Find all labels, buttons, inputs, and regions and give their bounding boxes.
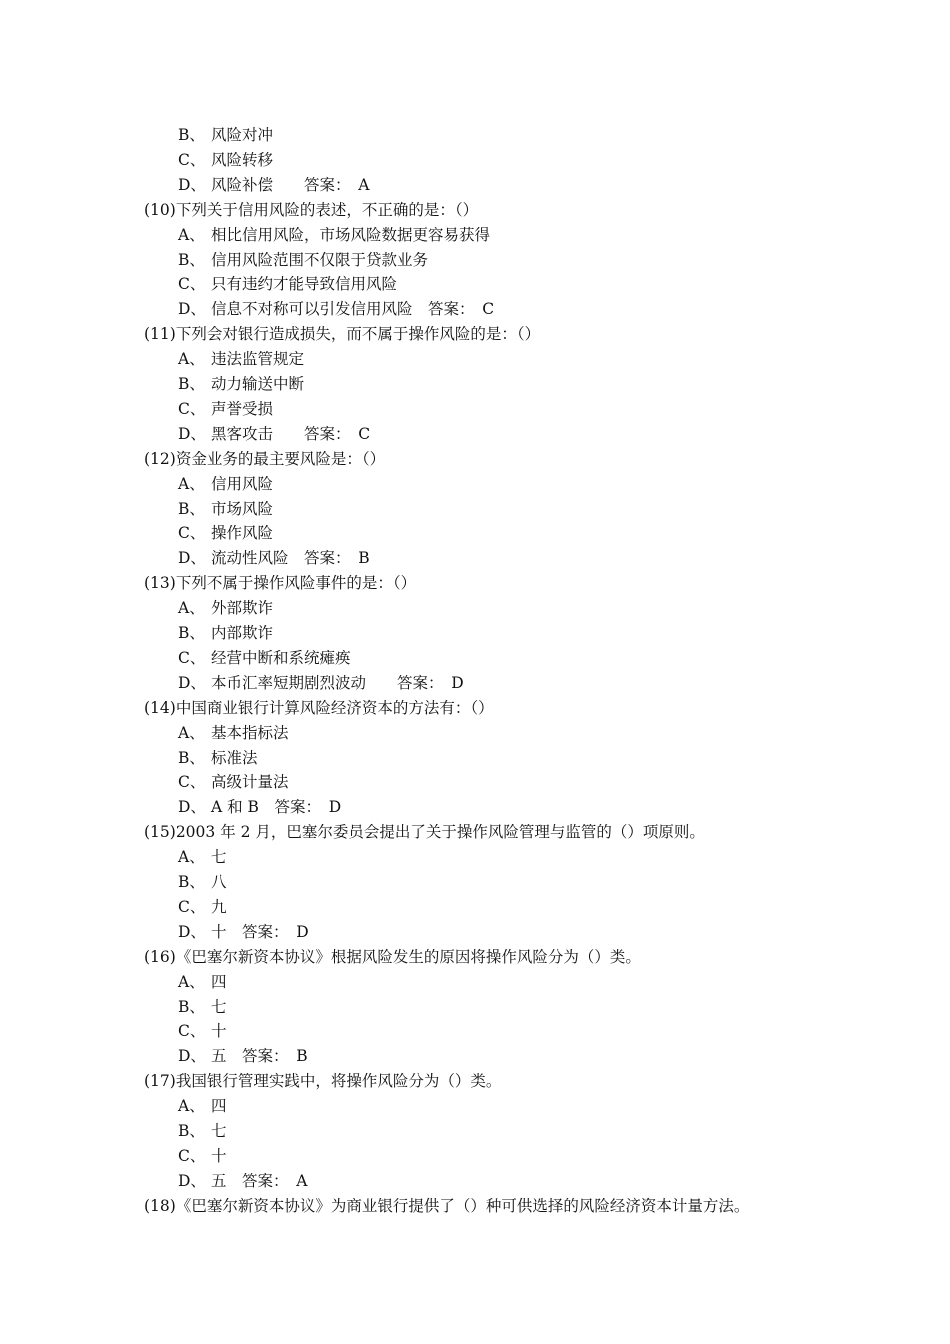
answer-option: [178, 272, 397, 297]
option-letter: D、: [178, 922, 206, 941]
option-text: 七: [211, 848, 227, 867]
option-letter: D、: [178, 1171, 206, 1190]
option-text: 十: [211, 1146, 227, 1165]
option-text: 风险补偿 答案： A: [211, 175, 370, 194]
answer-option: [178, 521, 273, 546]
option-text: 九: [211, 897, 227, 916]
option-letter: D、: [178, 798, 206, 817]
option-text: 黑客攻击 答案： C: [211, 424, 371, 443]
option-text: 只有违约才能导致信用风险: [211, 275, 398, 294]
option-text: 七: [211, 997, 227, 1016]
answer-option: [178, 995, 227, 1020]
option-letter: A、: [178, 350, 205, 369]
answer-option: [178, 1169, 307, 1194]
answer-option: [178, 148, 273, 173]
answer-option: [178, 596, 273, 621]
option-letter: D、: [178, 300, 206, 319]
option-letter: B、: [178, 499, 205, 518]
option-text: 信息不对称可以引发信用风险 答案： C: [211, 300, 495, 319]
option-letter: B、: [178, 126, 205, 144]
question-text: (15)2003 年 2 月，巴塞尔委员会提出了关于操作风险管理与监管的（）项原则。: [144, 823, 705, 842]
option-text: 风险转移: [211, 150, 274, 169]
option-text: 十 答案： D: [211, 922, 309, 941]
option-letter: C、: [178, 1022, 206, 1041]
answer-option: [178, 920, 309, 945]
option-letter: C、: [178, 524, 206, 543]
option-text: 四: [211, 972, 227, 991]
option-letter: C、: [178, 1146, 206, 1165]
option-text: 经营中断和系统瘫痪: [211, 648, 351, 667]
answer-option: [178, 223, 490, 248]
answer-option: [178, 1094, 227, 1119]
option-letter: A、: [178, 972, 205, 991]
option-text: 内部欺诈: [211, 624, 274, 642]
option-letter: B、: [178, 873, 205, 891]
option-text: 五 答案： B: [211, 1047, 308, 1066]
option-text: 本币汇率短期剧烈波动 答案： D: [211, 673, 464, 692]
option-text: 外部欺诈: [211, 599, 274, 618]
option-letter: D、: [178, 673, 206, 692]
question-text: (10)下列关于信用风险的表述，不正确的是：（）: [144, 200, 479, 219]
answer-option: [178, 173, 369, 198]
option-text: 十: [211, 1022, 227, 1041]
option-letter: D、: [178, 424, 206, 443]
answer-option: [178, 671, 464, 696]
answer-option: [178, 546, 370, 571]
question-text: (11)下列会对银行造成损失，而不属于操作风险的是：（）: [144, 325, 541, 344]
option-letter: D、: [178, 175, 206, 194]
answer-option: [178, 721, 289, 746]
option-text: 五 答案： A: [211, 1171, 308, 1190]
option-letter: A、: [178, 723, 205, 742]
answer-option: [178, 895, 227, 920]
question-text: (14)中国商业银行计算风险经济资本的方法有：（）: [144, 698, 494, 717]
option-text: A 和 B 答案： D: [211, 798, 342, 817]
option-text: 市场风险: [211, 499, 274, 518]
question-text: (12)资金业务的最主要风险是：（）: [144, 449, 386, 468]
option-text: 标准法: [211, 748, 258, 767]
option-text: 基本指标法: [211, 723, 289, 742]
question-text: (13)下列不属于操作风险事件的是：（）: [144, 574, 417, 593]
option-text: 动力输送中断: [211, 375, 305, 393]
option-letter: D、: [178, 549, 206, 568]
option-letter: A、: [178, 599, 205, 618]
option-letter: C、: [178, 150, 206, 169]
answer-option: [178, 746, 258, 771]
answer-option: [178, 472, 273, 497]
answer-option: [178, 1019, 227, 1044]
option-letter: B、: [178, 250, 205, 269]
question-text: (17)我国银行管理实践中，将操作风险分为（）类。: [144, 1072, 502, 1091]
answer-option: [178, 1119, 227, 1144]
answer-option: [178, 970, 227, 995]
question-text: (16)《巴塞尔新资本协议》根据风险发生的原因将操作风险分为（）类。: [144, 947, 641, 966]
answer-option: [178, 795, 341, 820]
option-letter: A、: [178, 848, 205, 867]
option-text: 高级计量法: [211, 773, 289, 792]
option-text: 七: [211, 1122, 227, 1140]
option-letter: B、: [178, 375, 205, 393]
answer-option: [178, 1044, 308, 1069]
option-text: 相比信用风险，市场风险数据更容易获得: [211, 225, 491, 244]
answer-option: [178, 870, 227, 895]
question-text: (18)《巴塞尔新资本协议》为商业银行提供了（）种可供选择的风险经济资本计量方法。: [144, 1196, 750, 1215]
option-text: 风险对冲: [211, 126, 274, 144]
option-letter: C、: [178, 399, 206, 418]
option-letter: B、: [178, 1122, 205, 1140]
option-letter: C、: [178, 773, 206, 792]
option-text: 操作风险: [211, 524, 274, 543]
answer-option: [178, 347, 304, 372]
answer-option: [178, 646, 351, 671]
answer-option: [178, 621, 273, 646]
answer-option: [178, 372, 304, 397]
option-text: 信用风险范围不仅限于贷款业务: [211, 250, 429, 269]
option-letter: A、: [178, 474, 205, 493]
option-text: 流动性风险 答案： B: [211, 549, 370, 568]
option-letter: C、: [178, 275, 206, 294]
option-text: 信用风险: [211, 474, 274, 493]
answer-option: [178, 397, 273, 422]
option-letter: C、: [178, 897, 206, 916]
option-letter: C、: [178, 648, 206, 667]
option-letter: A、: [178, 1097, 205, 1116]
answer-option: [178, 248, 428, 273]
answer-option: [178, 497, 273, 522]
answer-option: [178, 1144, 227, 1169]
answer-option: [178, 123, 273, 148]
option-text: 八: [211, 873, 227, 891]
option-letter: B、: [178, 997, 205, 1016]
option-letter: B、: [178, 748, 205, 767]
answer-option: [178, 297, 494, 322]
option-letter: D、: [178, 1047, 206, 1066]
option-text: 违法监管规定: [211, 350, 305, 369]
answer-option: [178, 770, 289, 795]
option-letter: B、: [178, 624, 205, 642]
option-text: 四: [211, 1097, 227, 1116]
answer-option: [178, 845, 227, 870]
option-text: 声誉受损: [211, 399, 274, 418]
option-letter: A、: [178, 225, 205, 244]
answer-option: [178, 422, 370, 447]
